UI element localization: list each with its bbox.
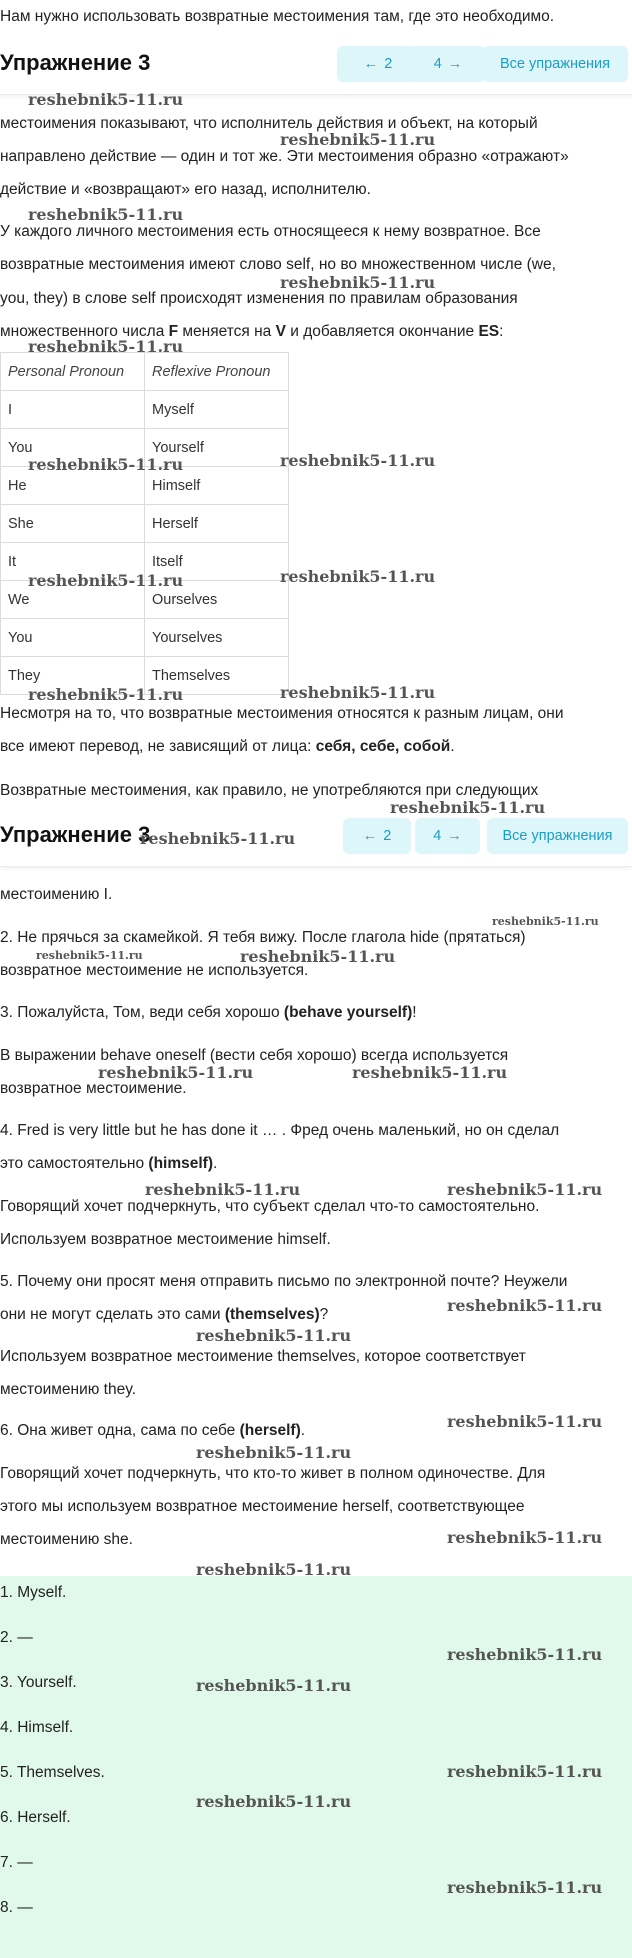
- watermark: reshebnik5-11.ru: [36, 949, 143, 962]
- table-cell: You: [1, 429, 145, 467]
- theory-line: местоимения показывают, что исполнитель действия и объект, на который: [0, 115, 538, 132]
- theory-line: you, they) в слове self происходят изменения по правилам образования: [0, 290, 518, 307]
- solution-line: 3. Пожалуйста, Том, веди себя хорошо (behave yourself)!: [0, 1004, 417, 1021]
- solution-line: это самостоятельно (himself).: [0, 1155, 218, 1172]
- watermark: reshebnik5-11.ru: [447, 1412, 603, 1431]
- watermark: reshebnik5-11.ru: [240, 947, 396, 966]
- solution-line: Используем возвратное местоимение themselves, которое соответствует: [0, 1348, 526, 1365]
- solution-line: Говорящий хочет подчеркнуть, что субъект сделал что-то самостоятельно.: [0, 1198, 540, 1215]
- watermark: reshebnik5-11.ru: [196, 1676, 352, 1695]
- column-header: Personal Pronoun: [1, 353, 145, 391]
- answer-item: 8. —: [0, 1899, 33, 1916]
- arrow-left-icon: ←: [362, 828, 378, 844]
- watermark: reshebnik5-11.ru: [196, 1792, 352, 1811]
- exercise-header: [0, 38, 632, 95]
- intro-text: Нам нужно использовать возвратные местоимения там, где это необходимо.: [0, 8, 555, 25]
- watermark: reshebnik5-11.ru: [140, 829, 296, 848]
- watermark: reshebnik5-11.ru: [280, 683, 436, 702]
- table-row: [1, 505, 289, 543]
- table-header-row: [1, 353, 289, 391]
- next-exercise-button[interactable]: 4 →: [415, 818, 480, 854]
- watermark: reshebnik5-11.ru: [145, 1180, 301, 1199]
- watermark: reshebnik5-11.ru: [28, 571, 184, 590]
- table-cell: I: [1, 391, 145, 429]
- table-cell: Yourself: [145, 429, 289, 467]
- answer-item: 2. —: [0, 1629, 33, 1646]
- watermark: reshebnik5-11.ru: [28, 685, 184, 704]
- solution-line: 5. Почему они просят меня отправить письмо по электронной почте? Неужели: [0, 1273, 568, 1290]
- prev-exercise-button[interactable]: ← 2: [343, 818, 411, 854]
- table-cell: Ourselves: [145, 581, 289, 619]
- theory-line: Несмотря на то, что возвратные местоимения относятся к разным лицам, они: [0, 705, 564, 722]
- solution-line: они не могут сделать это сами (themselves)?: [0, 1306, 329, 1323]
- table-cell: Herself: [145, 505, 289, 543]
- theory-line: Возвратные местоимения, как правило, не употребляются при следующих: [0, 782, 539, 799]
- watermark: reshebnik5-11.ru: [447, 1762, 603, 1781]
- watermark: reshebnik5-11.ru: [492, 915, 599, 928]
- column-header: Reflexive Pronoun: [145, 353, 289, 391]
- exercise-title: Упражнение 3: [0, 822, 151, 847]
- table-cell: Myself: [145, 391, 289, 429]
- all-exercises-button[interactable]: Все упражнения: [482, 46, 628, 82]
- table-row: [1, 619, 289, 657]
- exercise-title: Упражнение 3: [0, 50, 151, 75]
- watermark: reshebnik5-11.ru: [98, 1063, 254, 1082]
- all-exercises-button[interactable]: Все упражнения: [487, 818, 628, 854]
- table-cell: It: [1, 543, 145, 581]
- answer-item: 5. Themselves.: [0, 1764, 105, 1781]
- solution-line: местоимению she.: [0, 1531, 133, 1548]
- prev-exercise-button[interactable]: ← 2: [337, 46, 419, 82]
- watermark: reshebnik5-11.ru: [447, 1645, 603, 1664]
- watermark: reshebnik5-11.ru: [447, 1528, 603, 1547]
- watermark: reshebnik5-11.ru: [352, 1063, 508, 1082]
- watermark: reshebnik5-11.ru: [28, 90, 184, 109]
- solution-line: 2. Не прячься за скамейкой. Я тебя вижу. После глагола hide (прятаться): [0, 929, 526, 946]
- table-cell: Yourselves: [145, 619, 289, 657]
- solution-line: местоимению they.: [0, 1381, 137, 1398]
- watermark: reshebnik5-11.ru: [28, 455, 184, 474]
- table-cell: Itself: [145, 543, 289, 581]
- watermark: reshebnik5-11.ru: [390, 798, 546, 817]
- watermark: reshebnik5-11.ru: [447, 1878, 603, 1897]
- table-cell: Themselves: [145, 657, 289, 695]
- solution-line: Говорящий хочет подчеркнуть, что кто-то живет в полном одиночестве. Для: [0, 1465, 546, 1482]
- next-exercise-button[interactable]: 4 →: [411, 46, 485, 82]
- table-row: [1, 391, 289, 429]
- solution-line: возвратное местоимение не используется.: [0, 962, 309, 979]
- watermark: reshebnik5-11.ru: [196, 1326, 352, 1345]
- watermark: reshebnik5-11.ru: [280, 451, 436, 470]
- theory-line: множественного числа F меняется на V и добавляется окончание ES:: [0, 323, 504, 340]
- solution-line: возвратное местоимение.: [0, 1080, 187, 1097]
- answer-item: 7. —: [0, 1854, 33, 1871]
- theory-line: У каждого личного местоимения есть относящееся к нему возвратное. Все: [0, 223, 541, 240]
- table-cell: He: [1, 467, 145, 505]
- table-cell: They: [1, 657, 145, 695]
- watermark: reshebnik5-11.ru: [280, 273, 436, 292]
- answer-item: 3. Yourself.: [0, 1674, 77, 1691]
- exercise-header: [0, 810, 632, 867]
- solution-line: В выражении behave oneself (вести себя хорошо) всегда используется: [0, 1047, 509, 1064]
- solution-line: этого мы используем возвратное местоимение herself, соответствующее: [0, 1498, 525, 1515]
- table-cell: You: [1, 619, 145, 657]
- table-cell: She: [1, 505, 145, 543]
- watermark: reshebnik5-11.ru: [447, 1296, 603, 1315]
- answer-item: 1. Myself.: [0, 1584, 67, 1601]
- arrow-right-icon: →: [447, 828, 462, 844]
- theory-line: действие и «возвращают» его назад, исполнителю.: [0, 181, 371, 198]
- watermark: reshebnik5-11.ru: [196, 1560, 352, 1579]
- watermark: reshebnik5-11.ru: [447, 1180, 603, 1199]
- answer-item: 4. Himself.: [0, 1719, 74, 1736]
- table-cell: We: [1, 581, 145, 619]
- arrow-left-icon: ←: [363, 56, 379, 72]
- watermark: reshebnik5-11.ru: [280, 567, 436, 586]
- watermark: reshebnik5-11.ru: [196, 1443, 352, 1462]
- table-cell: Himself: [145, 467, 289, 505]
- watermark: reshebnik5-11.ru: [28, 337, 184, 356]
- solution-line: 4. Fred is very little but he has done it … . Фред очень маленький, но он сделал: [0, 1122, 560, 1139]
- theory-line: возвратные местоимения имеют слово self, но во множественном числе (we,: [0, 256, 556, 273]
- solution-line: Используем возвратное местоимение himself.: [0, 1231, 331, 1248]
- solution-line: местоимению I.: [0, 886, 113, 903]
- watermark: reshebnik5-11.ru: [280, 130, 436, 149]
- solution-line: 6. Она живет одна, сама по себе (herself).: [0, 1422, 306, 1439]
- theory-line: направлено действие — один и тот же. Эти местоимения образно «отражают»: [0, 148, 569, 165]
- watermark: reshebnik5-11.ru: [28, 205, 184, 224]
- arrow-right-icon: →: [447, 56, 463, 72]
- pronoun-table: [0, 352, 289, 695]
- answer-item: 6. Herself.: [0, 1809, 71, 1826]
- theory-line: все имеют перевод, не зависящий от лица: себя, себе, собой.: [0, 738, 455, 755]
